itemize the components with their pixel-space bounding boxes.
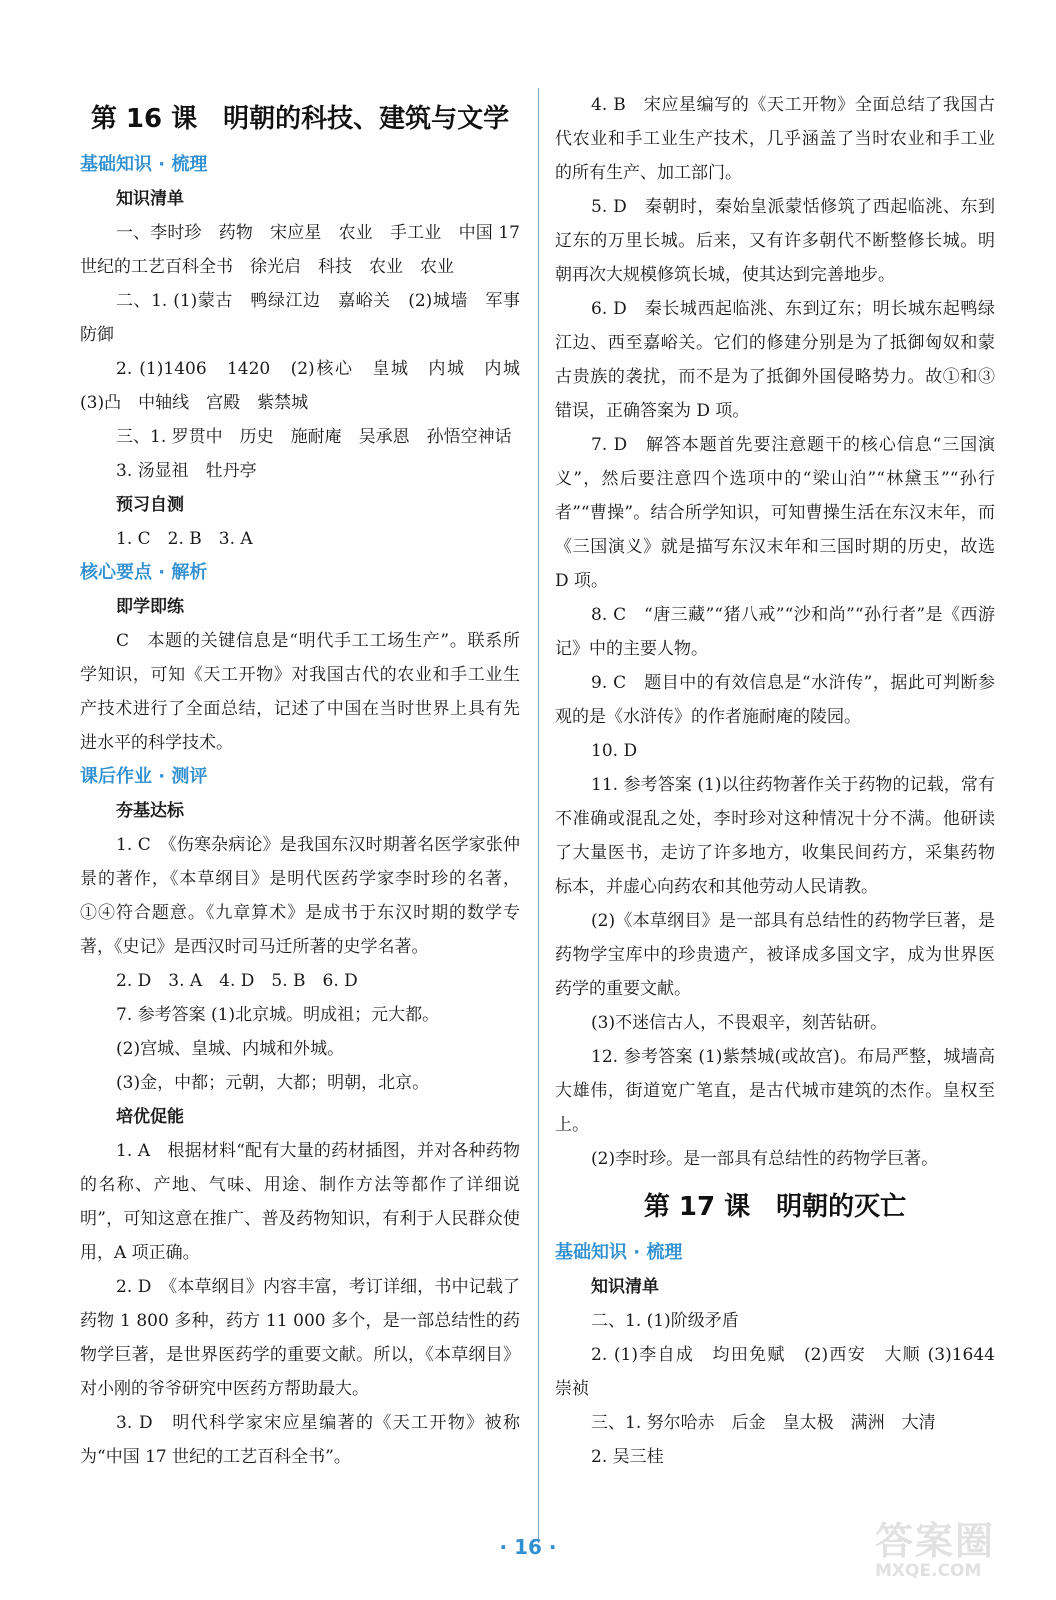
subhead-knowledge-list: 知识清单: [116, 189, 184, 209]
answer-adv-7: 7. D 解答本题首先要注意题干的核心信息“三国演义”，然后要注意四个选项中的“梁山泊”“林黛玉”“孙行者”“曹操”。结合所学知识，可知曹操生活在东汉末年，而《三国演义》就是描写东汉末年和三国时期的历史，故选 D 项。: [555, 435, 995, 591]
section-homework: 课后作业 · 测评: [80, 766, 208, 787]
section-core-points: 核心要点 · 解析: [80, 562, 208, 583]
answer-adv-10: 10. D: [591, 741, 638, 761]
knowledge-item-4: 三、1. 罗贯中 历史 施耐庵 吴承恩 孙悟空神话: [116, 427, 512, 447]
answer-adv-11-3: (3)不迷信古人，不畏艰辛，刻苦钻研。: [591, 1013, 888, 1033]
answer-adv-9: 9. C 题目中的有效信息是“水浒传”，据此可判断参观的是《水浒传》的作者施耐庵的陵园。: [555, 673, 995, 727]
lesson17-title: 第 17 课 明朝的灭亡: [643, 1192, 907, 1222]
right-column: [555, 88, 1012, 1474]
answer-adv-11-2: (2)《本草纲目》是一部具有总结性的药物学巨著，是药物学宝库中的珍贵遗产，被译成多国文字，成为世界医药学的重要文献。: [555, 911, 995, 999]
answer-adv-3: 3. D 明代科学家宋应星编著的《天工开物》被称为“中国 17 世纪的工艺百科全书”。: [80, 1413, 520, 1467]
practice-answer: C 本题的关键信息是“明代手工工场生产”。联系所学知识，可知《天工开物》对我国古代的农业和手工业生产技术进行了全面总结，记述了中国在当时世界上具有先进水平的科学技术。: [80, 631, 520, 753]
answer-adv-12: 12. 参考答案 (1)紫禁城(或故宫)。布局严整，城墙高大雄伟，街道宽广笔直，是古代城市建筑的杰作。皇权至上。: [555, 1047, 995, 1135]
watermark-url: MXQE.COM: [875, 1561, 982, 1581]
answer-adv-5: 5. D 秦朝时，秦始皇派蒙恬修筑了西起临洮、东到辽东的万里长城。后来，又有许多朝代不断整修长城。明朝再次大规模修筑长城，使其达到完善地步。: [555, 197, 995, 285]
section-basic-knowledge: 基础知识 · 梳理: [80, 154, 208, 175]
knowledge-item-2: 二、1. (1)蒙古 鸭绿江边 嘉峪关 (2)城墙 军事防御: [80, 291, 520, 345]
subhead-advanced: 培优促能: [116, 1107, 184, 1127]
answer-adv-12-2: (2)李时珍。是一部具有总结性的药物学巨著。: [591, 1149, 939, 1169]
answer-basic-1: 1. C 《伤寒杂病论》是我国东汉时期著名医学家张仲景的著作，《本草纲目》是明代医药学家李时珍的名著，①④符合题意。《九章算术》是成书于东汉时期的数学专著，《史记》是西汉时司马迁所著的史学名著。: [80, 835, 520, 957]
answer-adv-2: 2. D 《本草纲目》内容丰富，考订详细，书中记载了药物 1 800 多种，药方 11 000 多个，是一部总结性的药物学巨著，是世界医药学的重要文献。所以，《本草纲目》对小刚的爷爷研究中医药方帮助最大。: [80, 1277, 520, 1399]
subhead-knowledge-list-17: 知识清单: [591, 1277, 659, 1297]
subhead-basic-level: 夯基达标: [116, 801, 184, 821]
answer-adv-6: 6. D 秦长城西起临洮、东到辽东；明长城东起鸭绿江边、西至嘉峪关。它们的修建分别是为了抵御匈奴和蒙古贵族的袭扰，而不是为了抵御外国侵略势力。故①和③错误，正确答案为 D 项。: [555, 299, 995, 421]
answer-basic-7-2: (2)宫城、皇城、内城和外城。: [116, 1039, 345, 1059]
column-divider: [538, 88, 539, 1543]
answer-basic-7-3: (3)金，中都；元朝，大都；明朝，北京。: [116, 1073, 430, 1093]
answer-basic-7: 7. 参考答案 (1)北京城。明成祖；元大都。: [116, 1005, 440, 1025]
knowledge-item-3: 2. (1)1406 1420 (2)核心 皇城 内城 内城 (3)凸 中轴线 宫殿 紫禁城: [80, 359, 520, 413]
page-number: · 16 ·: [499, 1535, 557, 1559]
knowledge17-item-4: 2. 吴三桂: [591, 1447, 664, 1467]
answer-adv-1: 1. A 根据材料“配有大量的药材插图，并对各种药物的名称、产地、气味、用途、制作方法等都作了详细说明”，可知这意在推广、普及药物知识，有利于人民群众使用，A 项正确。: [80, 1141, 520, 1263]
left-column: [80, 88, 520, 1474]
answer-basic-2-6: 2. D 3. A 4. D 5. B 6. D: [116, 971, 358, 991]
knowledge17-item-1: 二、1. (1)阶级矛盾: [591, 1311, 739, 1331]
knowledge17-item-3: 三、1. 努尔哈赤 后金 皇太极 满洲 大清: [591, 1413, 936, 1433]
knowledge17-item-2: 2. (1)李自成 均田免赋 (2)西安 大顺 (3)1644 崇祯: [555, 1345, 1012, 1399]
answer-adv-8: 8. C “唐三藏”“猪八戒”“沙和尚”“孙行者”是《西游记》中的主要人物。: [555, 605, 995, 659]
knowledge-item-5: 3. 汤显祖 牡丹亭: [116, 461, 257, 481]
subhead-practice: 即学即练: [116, 597, 184, 617]
lesson16-title: 第 16 课 明朝的科技、建筑与文学: [90, 104, 510, 134]
subhead-preview-test: 预习自测: [116, 495, 184, 515]
knowledge-item-1: 一、李时珍 药物 宋应星 农业 手工业 中国 17 世纪的工艺百科全书 徐光启 科技 农业 农业: [80, 223, 520, 277]
section-basic-knowledge-17: 基础知识 · 梳理: [555, 1242, 683, 1263]
preview-answers: 1. C 2. B 3. A: [116, 529, 253, 549]
watermark-text: 答案圈: [875, 1519, 996, 1563]
answer-adv-4: 4. B 宋应星编写的《天工开物》全面总结了我国古代农业和手工业生产技术，几乎涵盖了当时农业和手工业的所有生产、加工部门。: [555, 95, 995, 183]
watermark-logo: [875, 1510, 1025, 1590]
answer-adv-11: 11. 参考答案 (1)以往药物著作关于药物的记载，常有不准确或混乱之处，李时珍对这种情况十分不满。他研读了大量医书，走访了许多地方，收集民间药方，采集药物标本，并虚心向药农和其他劳动人民请教。: [555, 775, 995, 897]
